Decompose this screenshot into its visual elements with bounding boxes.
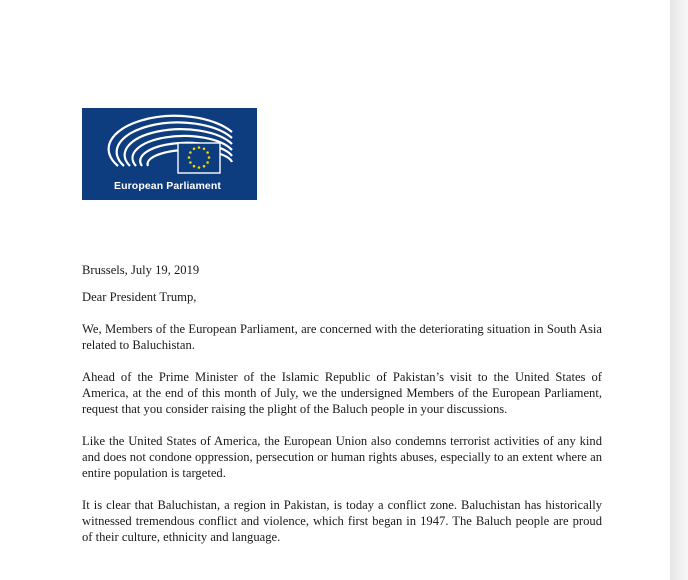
letter-body [82,262,602,561]
european-parliament-logo [82,108,257,200]
paragraph-3: Like the United States of America, the European Union also condemns terrorist activities of any kind and does not condone oppression, persecution or human rights abuses, especially to an extent where an entire population is targeted. [82,434,602,480]
date-line: Brussels, July 19, 2019 [82,263,200,277]
logo-caption: European Parliament [114,180,221,192]
salutation: Dear President Trump, [82,290,197,304]
paragraph-4: It is clear that Baluchistan, a region in Pakistan, is today a conflict zone. Baluchistan has historically witnessed tremendous conflict and violence, which first began in 1947. The Baluch people are proud of their culture, ethnicity and language. [82,498,602,544]
page-edge [670,0,688,580]
paragraph-1: We, Members of the European Parliament, are concerned with the deteriorating situation in South Asia related to Baluchistan. [82,322,602,352]
paragraph-2: Ahead of the Prime Minister of the Islamic Republic of Pakistan’s visit to the United States of America, at the end of this month of July, we the undersigned Members of the European Parliament, request that you consider raising the plight of the Baluch people in your discussions. [82,370,602,416]
